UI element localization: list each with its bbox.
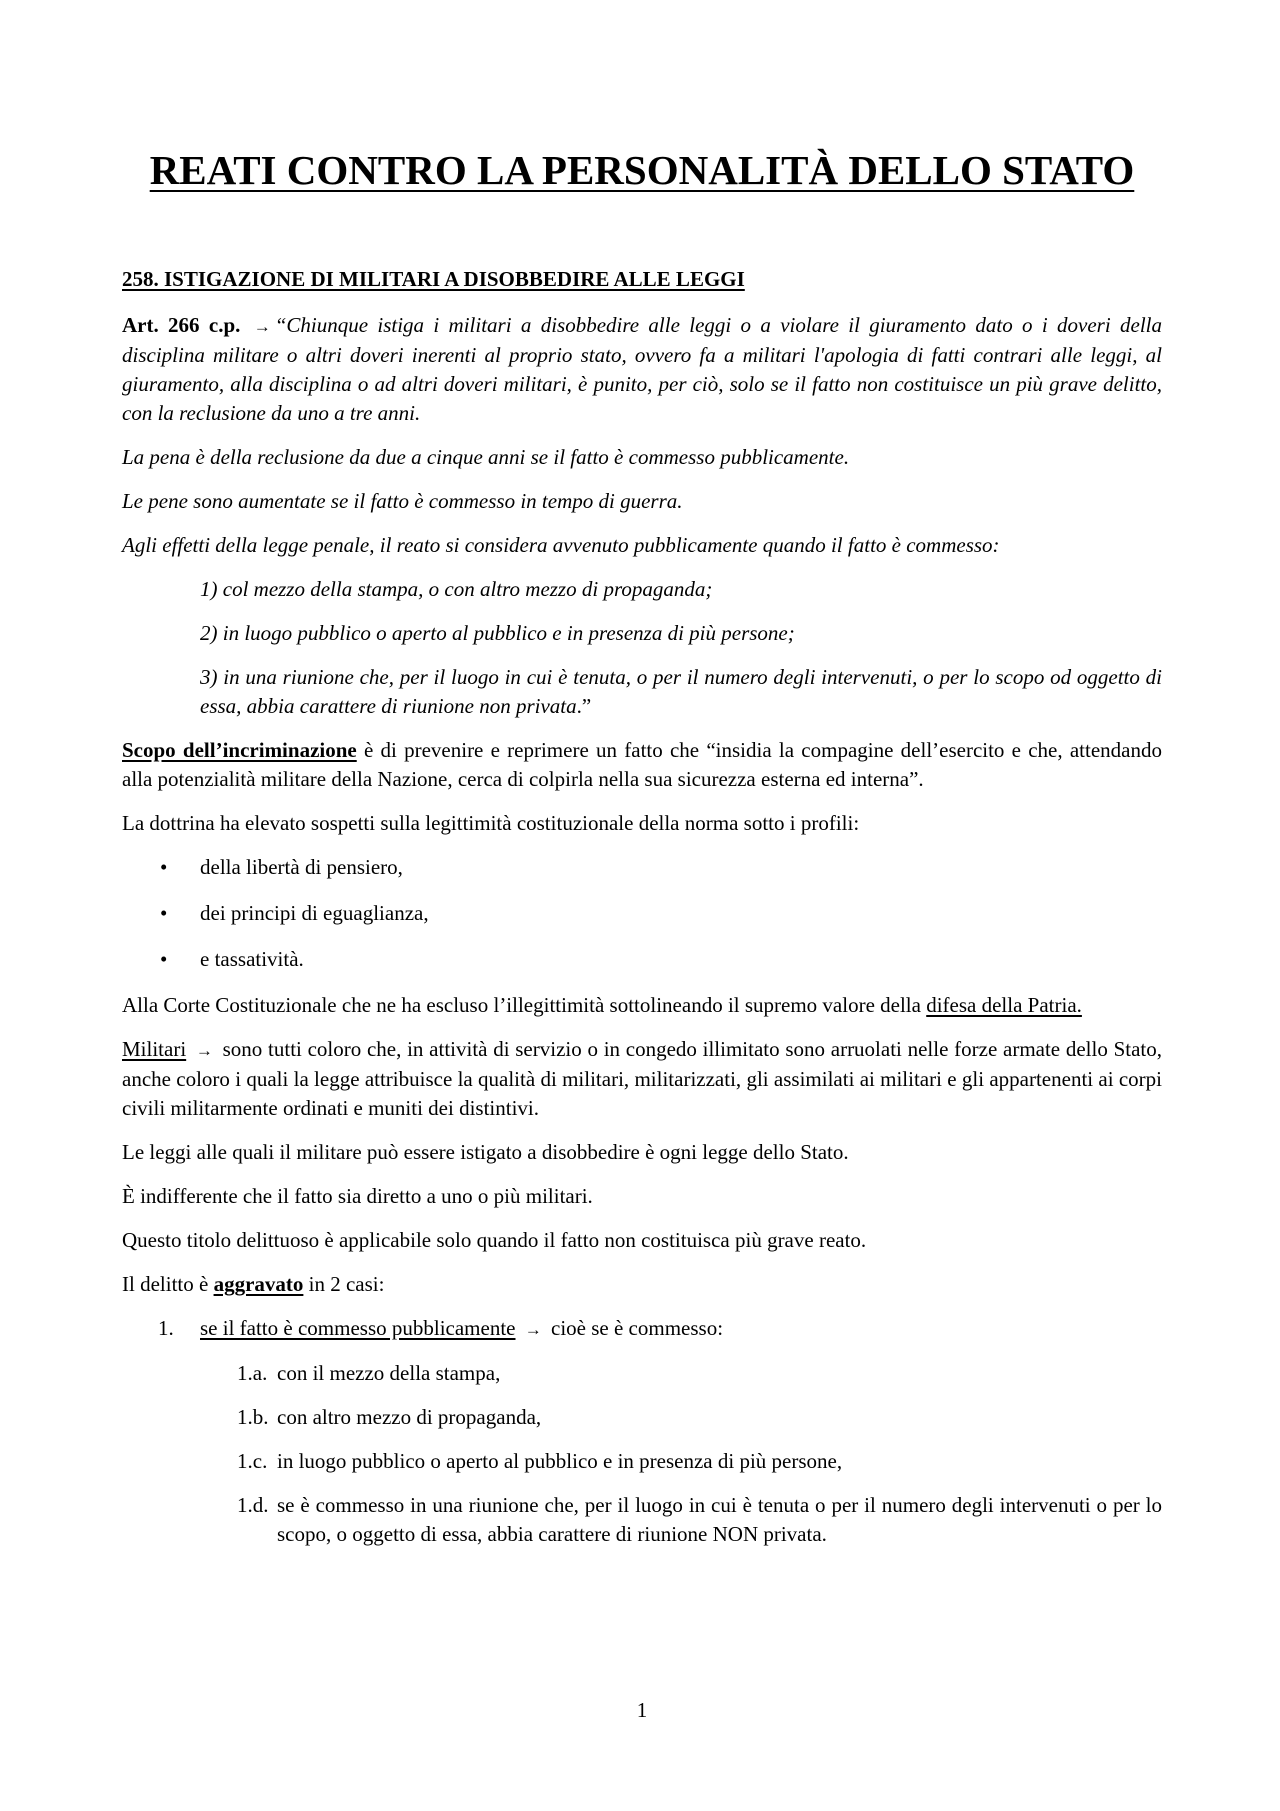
sub-item-1b (122, 1403, 1162, 1432)
document-body (122, 311, 1162, 1564)
sub-item-1a (122, 1359, 1162, 1388)
corte-underlined: difesa della Patria. (926, 993, 1082, 1017)
right-arrow-icon: → (195, 1041, 213, 1060)
sub-item-text: se è commesso in una riunione che, per il luogo in cui è tenuta o per il numero degli intervenuti o per lo scopo, o oggetto di essa, abbia carattere di riunione NON privata. (277, 1493, 1162, 1546)
quote-item-1: 1) col mezzo della stampa, o con altro mezzo di propaganda; (200, 577, 713, 601)
aggravato-prefix: Il delitto è (122, 1272, 214, 1296)
list-item (122, 853, 1162, 882)
right-arrow-icon: → (524, 1320, 542, 1339)
document-title: REATI CONTRO LA PERSONALITÀ DELLO STATO (149, 147, 1135, 193)
list-item (122, 899, 1162, 928)
paragraph-dottrina: La dottrina ha elevato sospetti sulla legittimità costituzionale della norma sotto i profili: (122, 811, 860, 835)
article-reference: Art. 266 c.p. (122, 313, 241, 337)
corte-text: Alla Corte Costituzionale che ne ha escluso l’illegittimità sottolineando il supremo valore della (122, 993, 927, 1017)
sub-item-text: in luogo pubblico o aperto al pubblico e in presenza di più persone, (277, 1449, 843, 1473)
sub-item-label: 1.b. (237, 1405, 269, 1429)
militari-label: Militari (122, 1037, 187, 1061)
bullet-icon: • (160, 901, 168, 925)
paragraph-leggi: Le leggi alle quali il militare può essere istigato a disobbedire è ogni legge dello Stato. (122, 1140, 849, 1164)
paragraph-pena: La pena è della reclusione da due a cinque anni se il fatto è commesso pubblicamente. (122, 445, 850, 469)
section-heading: 258. ISTIGAZIONE DI MILITARI A DISOBBEDIRE ALLE LEGGI (122, 267, 745, 291)
scopo-text: è di prevenire e reprimere un fatto che “insidia la compagine dell’esercito e che, attendando alla potenzialità militare della Nazione, cerca di colpirla nella sua sicurezza esterna ed interna”. (122, 738, 1162, 791)
article-text: “Chiunque istiga i militari a disobbedire alle leggi o a violare il giuramento dato o i doveri della disciplina militare o altri doveri inerenti al proprio stato, ovvero fa a militari l'apologia di fatti contrari alle leggi, al giuramento, alla disciplina o ad altri doveri militari, è punito, per ciò, solo se il fatto non costituisce un più grave delitto, con la reclusione da uno a tre anni. (122, 313, 1162, 425)
scopo-label: Scopo dell’incriminazione (122, 738, 357, 762)
list-item (122, 945, 1162, 974)
page-number: 1 (636, 1698, 648, 1722)
bullet-text: dei principi di eguaglianza, (200, 901, 429, 925)
paragraph-militari (122, 1035, 1162, 1123)
paragraph-aggravato (122, 1270, 1162, 1299)
case-text: cioè se è commesso: (545, 1316, 724, 1340)
sub-item-1c (122, 1447, 1162, 1476)
sub-item-label: 1.a. (237, 1361, 268, 1385)
bullet-icon: • (160, 855, 168, 879)
paragraph-guerra: Le pene sono aumentate se il fatto è commesso in tempo di guerra. (122, 489, 683, 513)
case-underlined: se il fatto è commesso pubblicamente (200, 1316, 516, 1340)
article-paragraph (122, 311, 1162, 428)
bullet-list (122, 853, 1162, 974)
bullet-text: e tassatività. (200, 947, 304, 971)
right-arrow-icon: → (253, 317, 271, 336)
quote-close: .” (576, 694, 592, 718)
militari-text: sono tutti coloro che, in attività di servizio o in congedo illimitato sono arruolati nelle forze armate dello Stato, anche coloro i quali la legge attribuisce la qualità di militari, militarizzati, gli assimilati ai militari e gli appartenenti ai corpi civili militarmente ordinati e muniti dei distintivi. (122, 1037, 1162, 1120)
quote-item-3-text: 3) in una riunione che, per il luogo in cui è tenuta, o per il numero degli intervenuti, o per lo scopo od oggetto di essa, abbia carattere di riunione non privata (200, 665, 1162, 718)
document-page (122, 0, 1162, 1811)
sub-item-text: con altro mezzo di propaganda, (277, 1405, 542, 1429)
sub-item-label: 1.d. (237, 1493, 269, 1517)
sub-item-1d (122, 1491, 1162, 1549)
quote-item-2: 2) in luogo pubblico o aperto al pubblico e in presenza di più persone; (200, 621, 795, 645)
aggravato-word: aggravato (213, 1272, 304, 1296)
bullet-text: della libertà di pensiero, (200, 855, 403, 879)
paragraph-effetti: Agli effetti della legge penale, il reato si considera avvenuto pubblicamente quando il fatto è commesso: (122, 533, 1000, 557)
case-number: 1. (158, 1316, 174, 1340)
sub-item-label: 1.c. (237, 1449, 268, 1473)
paragraph-scopo (122, 736, 1162, 794)
case-item-1 (122, 1314, 1162, 1344)
quote-item-3 (200, 663, 1162, 721)
sub-item-text: con il mezzo della stampa, (277, 1361, 501, 1385)
paragraph-corte (122, 991, 1162, 1020)
bullet-icon: • (160, 947, 168, 971)
aggravato-suffix: in 2 casi: (303, 1272, 385, 1296)
paragraph-titolo: Questo titolo delittuoso è applicabile solo quando il fatto non costituisca più grave reato. (122, 1228, 867, 1252)
paragraph-indifferente: È indifferente che il fatto sia diretto a uno o più militari. (122, 1184, 593, 1208)
